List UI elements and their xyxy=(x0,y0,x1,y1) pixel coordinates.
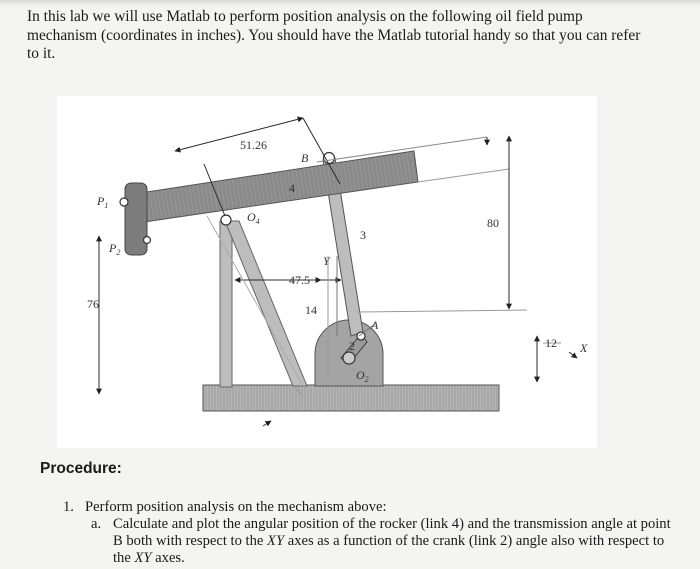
label-14: 14 xyxy=(305,303,317,317)
step-number: 1. xyxy=(63,499,74,515)
pivot-o4 xyxy=(221,215,231,225)
label-link-3: 3 xyxy=(360,228,366,242)
mechanism-diagram xyxy=(57,96,597,448)
substep-xy-1: XY xyxy=(267,533,285,549)
label-x-axis: X xyxy=(580,341,588,355)
substep-a xyxy=(91,516,683,567)
ground-base xyxy=(203,385,499,411)
support-brace xyxy=(225,221,307,386)
label-51-26: 51.26 xyxy=(240,138,267,152)
substep-text-part3: axes. xyxy=(151,550,185,566)
substep-text-part2: axes as a function of the crank (link 2) angle also with respect to the xyxy=(113,533,665,566)
label-p1: $P_1$ xyxy=(97,194,109,210)
support-post xyxy=(220,221,232,387)
label-76: 76 xyxy=(87,297,99,311)
label-47-5: 47.5 xyxy=(289,273,310,287)
walking-beam xyxy=(134,151,418,223)
label-p2: $P_2$ xyxy=(109,241,121,257)
substep-text-part1: Calculate and plot the angular position of the rocker (link 4) and the transmission angle at point B both with respect to the xyxy=(113,516,671,549)
label-o2: $O_2$ xyxy=(356,368,369,384)
horse-head xyxy=(125,183,147,255)
substep-xy-2: XY xyxy=(134,550,152,566)
substep-letter: a. xyxy=(91,516,102,532)
top-edge xyxy=(0,0,700,6)
label-point-b: B xyxy=(301,151,309,165)
label-y-axis: Y xyxy=(323,254,330,268)
label-link-2: 2 xyxy=(349,339,355,353)
label-link-4: 4 xyxy=(289,181,295,195)
pivot-a xyxy=(357,332,365,340)
pivot-o2 xyxy=(343,352,355,364)
step-text: Perform position analysis on the mechanism above: xyxy=(85,499,387,515)
label-80: 80 xyxy=(487,216,499,230)
label-12: 12 xyxy=(545,336,557,350)
label-point-a: A xyxy=(371,318,379,332)
step-1 xyxy=(63,499,683,516)
pump-mechanism-figure xyxy=(57,96,597,448)
procedure-heading: Procedure: xyxy=(40,460,122,477)
intro-paragraph: In this lab we will use Matlab to perform position analysis on the following oil field pump mechanism (coordinates in inches). You should have the Matlab tutorial handy so that you can refer to it. xyxy=(27,8,641,62)
substep-text xyxy=(113,516,683,567)
pivot-p2 xyxy=(144,237,151,244)
label-o4: $O_4$ xyxy=(247,210,260,226)
procedure-steps xyxy=(63,499,683,567)
pivot-p1 xyxy=(120,198,128,206)
